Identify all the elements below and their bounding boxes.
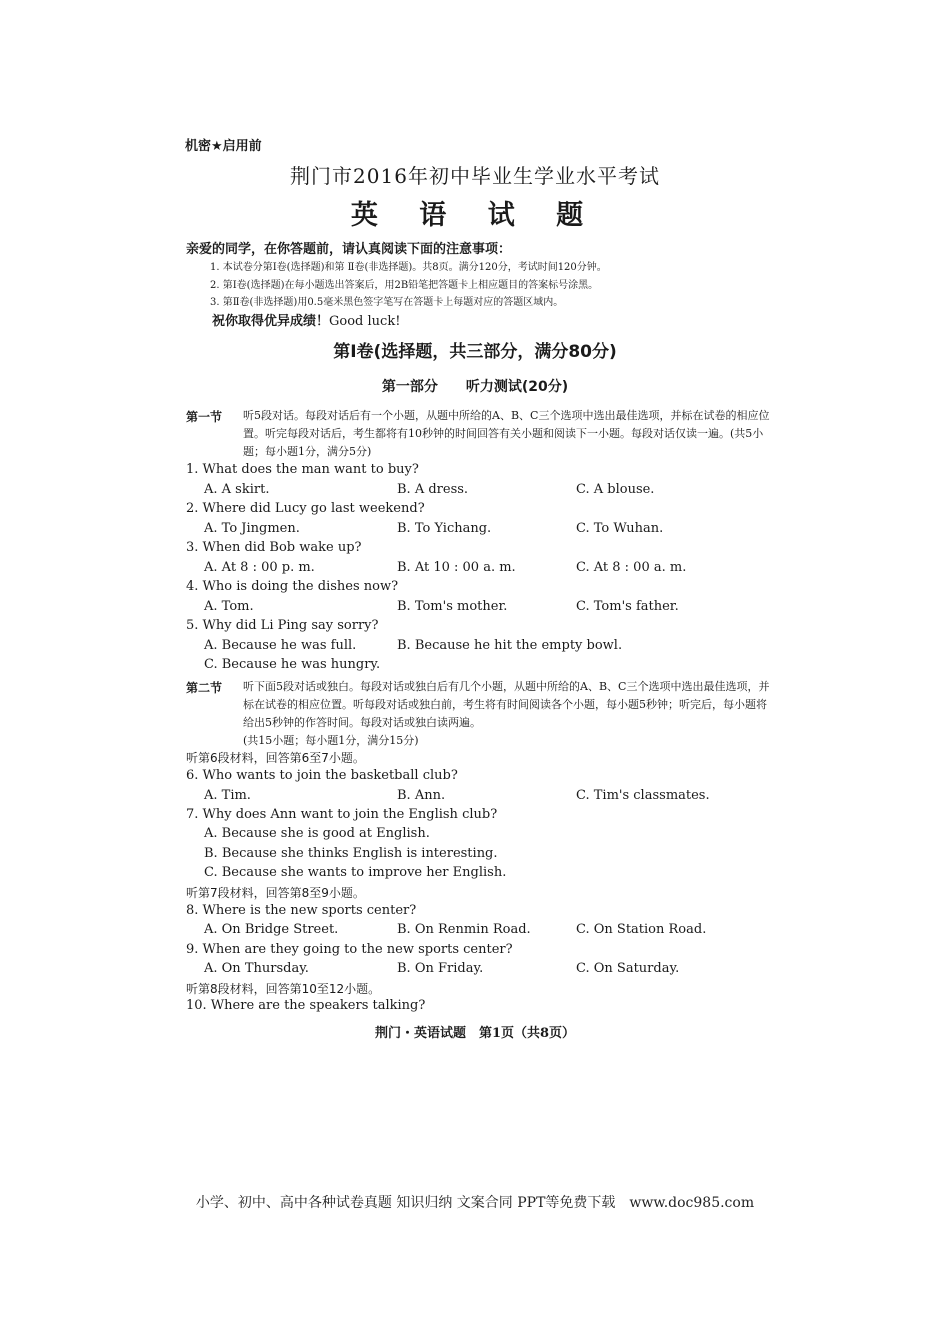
question-stem: 1. What does the man want to buy?	[186, 462, 419, 477]
exam-title: 荆门市2016年初中毕业生学业水平考试	[290, 164, 660, 188]
option-b: B. To Yichang.	[397, 521, 492, 536]
section-instructions: 听5段对话。每段对话后有一个小题，从题中所给的A、B、C三个选项中选出最佳选项，并标在试卷的相应位置。听完每段对话后，考生都将有10秒钟的时间回答有关小题和阅读下一小题。每段对话仅读一遍。(共5小题；每小题1分，满分5分)	[243, 409, 770, 458]
volume-title: 第Ⅰ卷(选择题，共三部分，满分80分)	[333, 342, 617, 362]
good-luck-cn: 祝你取得优异成绩！	[212, 314, 330, 329]
option-c: C. To Wuhan.	[576, 521, 664, 536]
question-stem: 2. Where did Lucy go last weekend?	[186, 501, 425, 516]
question-stem: 6. Who wants to join the basketball club?	[186, 768, 458, 783]
option-b: B. A dress.	[397, 482, 469, 497]
section-instructions: 听下面5段对话或独白。每段对话或独白后有几个小题，从题中所给的A、B、C三个选项中选出最佳选项，并标在试卷的相应位置。听每段对话或独白前，考生将有时间阅读各个小题，每小题5秒钟；听完后，每小题将给出5秒钟的作答时间。每段对话或独白读两遍。	[243, 680, 770, 729]
option-c: C. Because he was hungry.	[204, 657, 381, 672]
question-stem: 9. When are they going to the new sports center?	[186, 942, 513, 957]
option-c: C. On Station Road.	[576, 922, 707, 937]
option-c: C. At 8 : 00 a. m.	[576, 560, 687, 575]
option-a: A. A skirt.	[204, 482, 270, 497]
option-a: A. Tom.	[204, 599, 254, 614]
site-footer: 小学、初中、高中各种试卷真题 知识归纳 文案合同 PPT等免费下载 www.doc985.com	[195, 1195, 755, 1211]
option-b: B. Ann.	[397, 788, 446, 803]
option-c: C. On Saturday.	[576, 961, 680, 976]
notice-item: 3. 第Ⅱ卷(非选择题)用0.5毫米黑色签字笔写在答题卡上每题对应的答题区域内。	[210, 297, 564, 308]
option-c: C. Because she wants to improve her English.	[204, 865, 507, 880]
option-b: B. On Renmin Road.	[397, 922, 531, 937]
option-b: B. Because she thinks English is interesting.	[204, 846, 498, 861]
section-label: 第二节	[186, 681, 223, 695]
page-footer: 荆门・英语试题 第1页（共8页）	[374, 1026, 576, 1041]
option-c: C. A blouse.	[576, 482, 655, 497]
option-a: A. On Thursday.	[204, 961, 309, 976]
question-stem: 4. Who is doing the dishes now?	[186, 579, 399, 594]
question-stem: 7. Why does Ann want to join the English club?	[186, 807, 498, 822]
good-luck-line	[212, 310, 400, 329]
good-luck-en: Good luck!	[329, 314, 401, 329]
question-stem: 5. Why did Li Ping say sorry?	[186, 618, 379, 633]
section-score: (共15小题；每小题1分，满分15分)	[243, 734, 419, 747]
option-a: A. Tim.	[204, 788, 251, 803]
notice-item: 1. 本试卷分第Ⅰ卷(选择题)和第 Ⅱ卷(非选择题)。共8页。满分120分，考试时间120分钟。	[210, 262, 607, 273]
option-b: B. Tom's mother.	[397, 599, 508, 614]
notice-item: 2. 第Ⅰ卷(选择题)在每小题选出答案后，用2B铅笔把答题卡上相应题目的答案标号涂黑。	[210, 280, 599, 291]
question-stem: 3. When did Bob wake up?	[186, 540, 362, 555]
option-c: C. Tom's father.	[576, 599, 679, 614]
material-heading: 听第6段材料，回答第6至7小题。	[186, 751, 365, 765]
part-title: 第一部分 听力测试(20分)	[381, 379, 569, 395]
section-label: 第一节	[186, 410, 223, 424]
option-b: B. On Friday.	[397, 961, 484, 976]
option-a: A. Because he was full.	[204, 638, 357, 653]
option-b: B. Because he hit the empty bowl.	[397, 638, 623, 653]
subject-title: 英 语 试 题	[350, 200, 600, 231]
option-a: A. To Jingmen.	[204, 521, 300, 536]
question-stem: 8. Where is the new sports center?	[186, 903, 417, 918]
option-a: A. Because she is good at English.	[204, 826, 430, 841]
option-c: C. Tim's classmates.	[576, 788, 710, 803]
question-stem: 10. Where are the speakers talking?	[186, 998, 426, 1013]
notice-heading: 亲爱的同学，在你答题前，请认真阅读下面的注意事项：	[186, 242, 512, 257]
material-heading: 听第7段材料，回答第8至9小题。	[186, 886, 365, 900]
material-heading: 听第8段材料，回答第10至12小题。	[186, 982, 381, 996]
option-b: B. At 10 : 00 a. m.	[397, 560, 516, 575]
option-a: A. On Bridge Street.	[204, 922, 339, 937]
confidential-mark: 机密★启用前	[185, 139, 262, 154]
option-a: A. At 8 : 00 p. m.	[204, 560, 315, 575]
